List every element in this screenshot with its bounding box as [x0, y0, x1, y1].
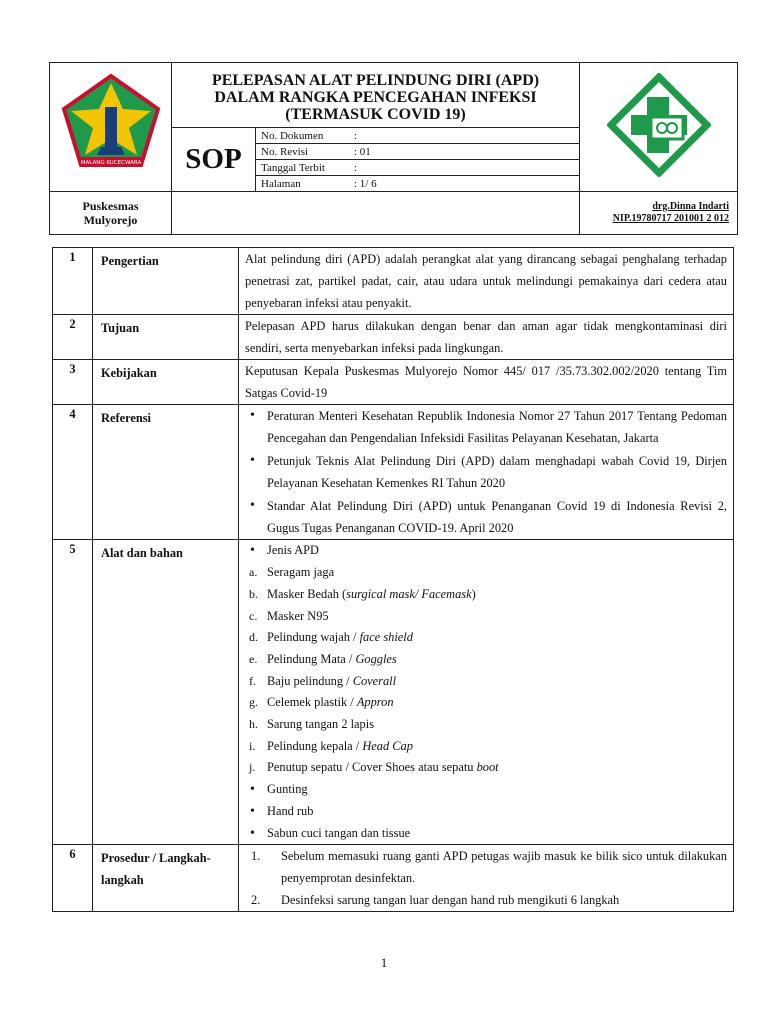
label-line: Prosedur / Langkah-	[101, 851, 211, 866]
logo-right-cell	[580, 63, 738, 192]
row-content	[239, 540, 734, 845]
meta-key: No. Revisi	[256, 144, 349, 160]
meta-table	[256, 128, 579, 191]
list-item	[245, 692, 727, 714]
list-marker: b.	[249, 586, 258, 601]
item-text: Jenis APD	[267, 543, 319, 558]
list-item	[245, 736, 727, 758]
row-number: 2	[53, 315, 93, 360]
logo-left-cell	[50, 63, 172, 192]
step-number: 1.	[251, 849, 261, 864]
meta-value: : 1/ 6	[354, 177, 377, 190]
row-label	[93, 845, 239, 912]
table-row	[53, 845, 734, 912]
meta-row	[256, 128, 579, 144]
list-marker: •	[250, 825, 255, 841]
meta-value: :	[349, 128, 579, 144]
item-text: Baju pelindung /	[267, 673, 353, 688]
row-number: 5	[53, 540, 93, 845]
list-item	[245, 779, 727, 801]
equipment-list	[245, 540, 727, 844]
item-italic-text: Goggles	[355, 651, 397, 666]
table-row	[53, 315, 734, 360]
list-item: • Standar Alat Pelindung Diri (APD) untuk Penanganan Covid 19 di Indonesia Revisi 2, Gugus Tugas Penanganan COVID-19. April 2020	[245, 495, 727, 540]
meta-cell	[256, 128, 580, 192]
item-text: Seragam jaga	[267, 565, 335, 580]
row-label: Referensi	[93, 405, 239, 540]
logo-left-lettering: MALANG KUCECWARA	[80, 159, 141, 166]
list-item: • Petunjuk Teknis Alat Pelindung Diri (APD) dalam menghadapi wabah Covid 19, Dirjen Pelayanan Kesehatan Kemenkes RI Tahun 2020	[245, 450, 727, 495]
item-text: Masker Bedah (	[267, 586, 347, 601]
list-item	[245, 757, 727, 779]
row-number: 4	[53, 405, 93, 540]
item-text: Pelindung Mata /	[267, 651, 356, 666]
list-marker: h.	[249, 717, 258, 732]
document-title	[172, 63, 580, 128]
meta-key: Tanggal Terbit	[256, 160, 349, 176]
blank-cell	[172, 192, 580, 235]
item-italic-text: boot	[476, 760, 499, 775]
procedure-list	[245, 845, 727, 911]
list-marker: •	[250, 803, 255, 819]
list-marker: •	[250, 543, 255, 559]
item-text: Pelindung wajah /	[267, 630, 360, 645]
item-italic-text: Coverall	[352, 673, 397, 688]
list-marker: i.	[249, 738, 256, 753]
list-marker: e.	[249, 651, 258, 666]
item-text: Penutup sepatu / Cover Shoes atau sepatu	[267, 760, 477, 775]
meta-key: No. Dokumen	[256, 128, 349, 144]
meta-value: :	[349, 160, 579, 176]
list-marker: •	[250, 782, 255, 798]
list-marker: a.	[249, 565, 258, 580]
list-item	[245, 562, 727, 584]
list-marker: g.	[249, 695, 258, 710]
title-line: PELEPASAN ALAT PELINDUNG DIRI (APD)	[211, 71, 540, 89]
list-item	[245, 649, 727, 671]
item-text: Pelindung kepala /	[267, 738, 363, 753]
item-text: Gunting	[267, 782, 308, 797]
list-item	[245, 606, 727, 628]
item-italic-text: surgical mask/ Facemask	[346, 586, 472, 601]
row-number: 1	[53, 248, 93, 315]
step-number: 2.	[251, 893, 261, 908]
reference-list	[245, 405, 727, 539]
row-label: Pengertian	[93, 248, 239, 315]
sop-header	[49, 62, 738, 235]
list-item	[245, 584, 727, 606]
table-row	[53, 540, 734, 845]
table-row	[53, 405, 734, 540]
title-line: (TERMASUK COVID 19)	[285, 105, 466, 123]
list-marker: d.	[249, 630, 258, 645]
list-item	[245, 801, 727, 823]
row-label: Alat dan bahan	[93, 540, 239, 845]
meta-key: Halaman	[261, 177, 301, 190]
item-text: Celemek plastik /	[267, 695, 357, 710]
page-number: 1	[380, 955, 388, 970]
step-text: Desinfeksi sarung tangan luar dengan hand rub mengikuti 6 langkah	[281, 893, 620, 908]
row-label: Tujuan	[93, 315, 239, 360]
list-item	[245, 540, 727, 562]
title-line: DALAM RANGKA PENCEGAHAN INFEKSI	[214, 88, 537, 106]
list-item	[245, 627, 727, 649]
list-marker: c.	[249, 608, 258, 623]
row-content	[239, 405, 734, 540]
list-item: • Peraturan Menteri Kesehatan Republik Indonesia Nomor 27 Tahun 2017 Tentang Pedoman Pencegahan dan Pengendalian Infeksidi Fasilitas Pelayanan Kesehatan, Jakarta	[245, 405, 727, 450]
item-text: Masker N95	[267, 608, 329, 623]
list-marker: f.	[249, 673, 256, 688]
label-line: langkah	[101, 873, 144, 888]
row-number: 3	[53, 360, 93, 405]
meta-row	[256, 144, 579, 160]
table-row	[53, 360, 734, 405]
item-italic-text: face shield	[359, 630, 413, 645]
row-label: Kebijakan	[93, 360, 239, 405]
list-item	[245, 845, 727, 889]
list-item	[245, 714, 727, 736]
step-text: Sebelum memasuki ruang ganti APD petugas wajib masuk ke bilik sico untuk dilakukan penyemprotan desinfektan.	[281, 849, 727, 886]
signatory-name: drg.Dinna Indarti	[652, 201, 730, 212]
org-line: Puskesmas	[82, 199, 139, 213]
list-item	[245, 823, 727, 845]
meta-row	[256, 176, 579, 192]
row-number: 6	[53, 845, 93, 912]
row-content: Alat pelindung diri (APD) adalah perangkat alat yang dirancang sebagai penghalang terhadap penetrasi zat, partikel padat, cair, atau udara untuk melindungi pemakainya dari cedera atau penyebaran infeksi atau penyakit.	[239, 248, 734, 315]
row-content: Pelepasan APD harus dilakukan dengan benar dan aman agar tidak mengkontaminasi diri sendiri, serta menyebarkan infeksi pada lingkungan.	[239, 315, 734, 360]
item-italic-text: Head Cap	[362, 738, 413, 753]
list-item	[245, 889, 727, 911]
table-row	[53, 248, 734, 315]
item-tail-text: )	[471, 586, 476, 601]
meta-value: : 01	[349, 144, 579, 160]
organization-name	[50, 192, 172, 235]
row-content: Keputusan Kepala Puskesmas Mulyorejo Nomor 445/ 017 /35.73.302.002/2020 tentang Tim Satgas Covid-19	[239, 360, 734, 405]
signatory	[580, 192, 738, 235]
sop-content-table	[52, 247, 734, 912]
sop-label: SOP	[172, 128, 256, 192]
malang-city-logo	[61, 73, 161, 177]
item-text: Sarung tangan 2 lapis	[267, 717, 375, 732]
list-item	[245, 671, 727, 693]
item-text: Hand rub	[267, 803, 314, 818]
org-line: Mulyorejo	[83, 213, 138, 227]
meta-row	[256, 160, 579, 176]
list-marker: j.	[249, 760, 256, 775]
item-italic-text: Appron	[356, 695, 394, 710]
item-text: Sabun cuci tangan dan tissue	[267, 825, 411, 840]
puskesmas-logo	[607, 73, 711, 177]
row-content	[239, 845, 734, 912]
signatory-nip: NIP.19780717 201001 2 012	[612, 213, 730, 224]
